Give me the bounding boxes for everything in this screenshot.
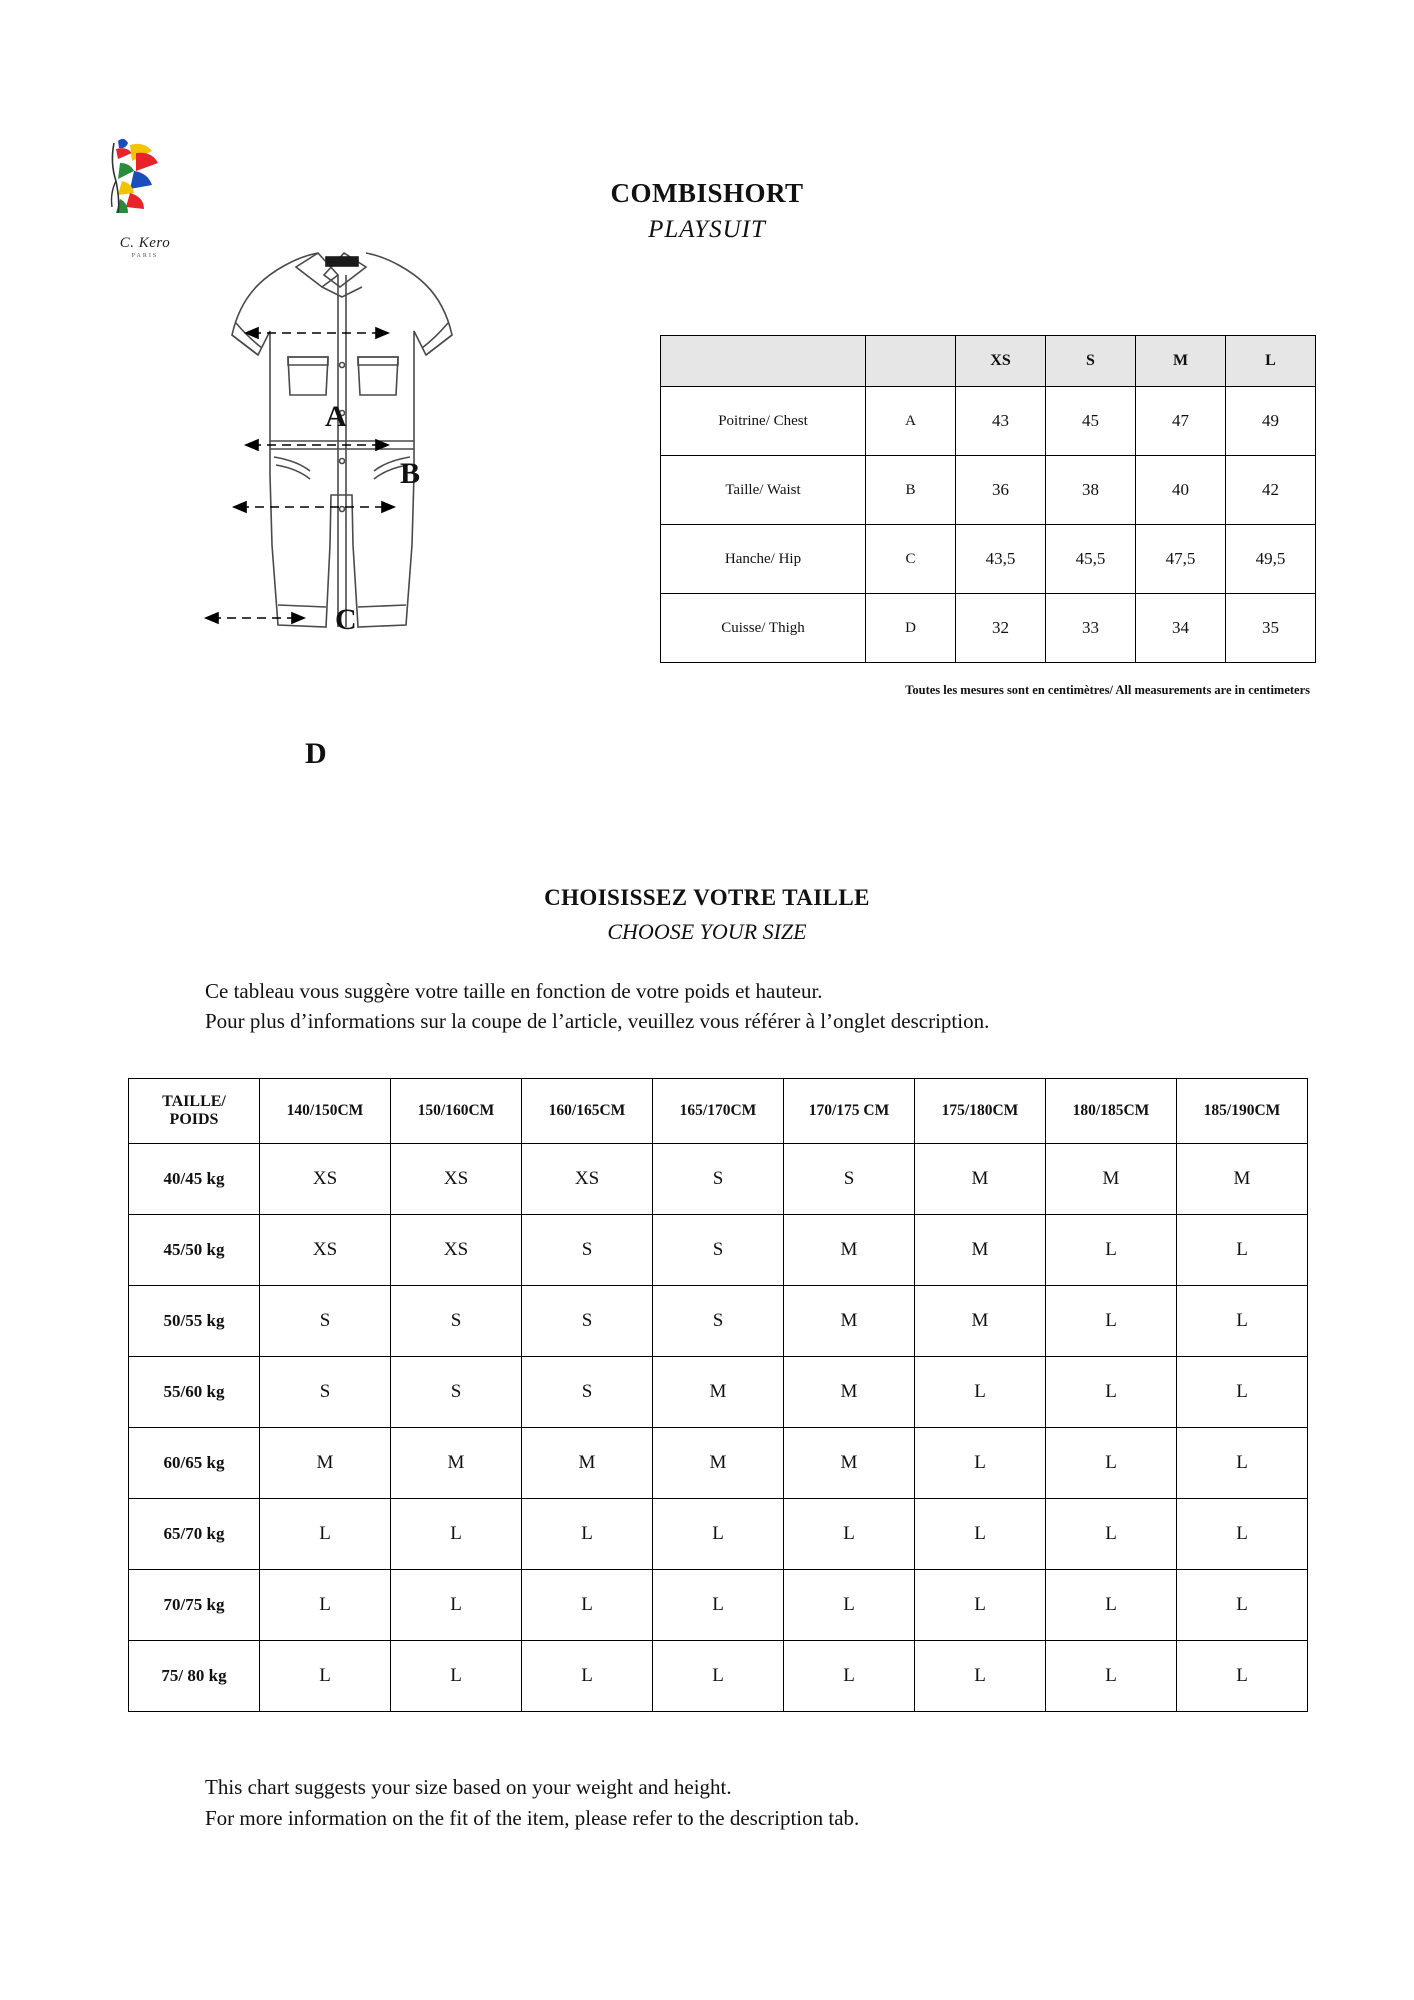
intro-line-2: Pour plus d’informations sur la coupe de l’article, veuillez vous référer à l’onglet description.: [205, 1009, 990, 1033]
size-cell: S: [260, 1286, 391, 1357]
corner-label-line-2: POIDS: [169, 1111, 219, 1128]
size-cell: L: [915, 1357, 1046, 1428]
size-chart-header-row: [129, 1079, 1308, 1144]
size-cell: L: [653, 1499, 784, 1570]
size-chart-table: [128, 1078, 1308, 1712]
size-cell: L: [1046, 1570, 1177, 1641]
size-chart-corner-label: [129, 1079, 260, 1144]
size-cell: L: [653, 1570, 784, 1641]
table-row: [129, 1286, 1308, 1357]
height-column-3: 160/165CM: [522, 1079, 653, 1144]
header-size-s: S: [1046, 336, 1136, 387]
measure-value-s: 45,5: [1046, 525, 1136, 594]
size-cell: M: [784, 1286, 915, 1357]
size-cell: L: [391, 1499, 522, 1570]
size-cell: L: [1177, 1641, 1308, 1712]
table-row: [661, 456, 1316, 525]
size-cell: M: [915, 1215, 1046, 1286]
table-row: [661, 525, 1316, 594]
size-cell: L: [391, 1570, 522, 1641]
height-column-2: 150/160CM: [391, 1079, 522, 1144]
measure-value-xs: 43: [956, 387, 1046, 456]
size-cell: L: [915, 1641, 1046, 1712]
measure-value-xs: 43,5: [956, 525, 1046, 594]
page-title-fr: COMBISHORT: [610, 178, 804, 208]
measure-value-m: 40: [1136, 456, 1226, 525]
weight-label: 40/45 kg: [129, 1144, 260, 1215]
size-cell: L: [1046, 1286, 1177, 1357]
size-cell: XS: [522, 1144, 653, 1215]
size-cell: L: [1046, 1499, 1177, 1570]
measure-name: Hanche/ Hip: [661, 525, 866, 594]
playsuit-technical-drawing: [200, 245, 530, 665]
header-blank-1: [661, 336, 866, 387]
weight-label: 55/60 kg: [129, 1357, 260, 1428]
size-cell: L: [915, 1570, 1046, 1641]
size-cell: L: [1177, 1215, 1308, 1286]
table-row: [129, 1357, 1308, 1428]
size-cell: M: [522, 1428, 653, 1499]
size-cell: L: [1177, 1570, 1308, 1641]
header-size-m: M: [1136, 336, 1226, 387]
table-row: [129, 1428, 1308, 1499]
size-cell: L: [260, 1499, 391, 1570]
size-cell: L: [260, 1641, 391, 1712]
choose-size-title-fr: CHOISISSEZ VOTRE TAILLE: [544, 885, 870, 910]
size-cell: M: [653, 1357, 784, 1428]
height-column-7: 180/185CM: [1046, 1079, 1177, 1144]
intro-line-1: Ce tableau vous suggère votre taille en fonction de votre poids et hauteur.: [205, 979, 823, 1003]
size-cell: L: [915, 1499, 1046, 1570]
garment-diagram: [200, 245, 530, 665]
weight-label: 50/55 kg: [129, 1286, 260, 1357]
brand-name: C. Kero: [119, 235, 171, 251]
size-cell: XS: [260, 1144, 391, 1215]
size-cell: S: [391, 1357, 522, 1428]
height-column-5: 170/175 CM: [784, 1079, 915, 1144]
size-cell: XS: [391, 1215, 522, 1286]
size-cell: L: [1177, 1428, 1308, 1499]
size-cell: M: [1046, 1144, 1177, 1215]
header-size-xs: XS: [956, 336, 1046, 387]
size-cell: L: [391, 1641, 522, 1712]
size-cell: L: [784, 1641, 915, 1712]
footer-line-2: For more information on the fit of the item, please refer to the description tab.: [205, 1806, 860, 1830]
size-cell: S: [653, 1144, 784, 1215]
size-cell: M: [260, 1428, 391, 1499]
measure-value-xs: 36: [956, 456, 1046, 525]
table-row: [661, 387, 1316, 456]
size-cell: S: [522, 1286, 653, 1357]
size-cell: M: [915, 1144, 1046, 1215]
measure-name: Cuisse/ Thigh: [661, 594, 866, 663]
footer-line-1: This chart suggests your size based on your weight and height.: [205, 1775, 732, 1799]
size-cell: M: [784, 1215, 915, 1286]
size-cell: M: [784, 1428, 915, 1499]
measure-code: B: [866, 456, 956, 525]
measure-code: D: [866, 594, 956, 663]
measure-value-l: 49: [1226, 387, 1316, 456]
size-cell: S: [653, 1286, 784, 1357]
size-cell: S: [391, 1286, 522, 1357]
weight-label: 45/50 kg: [129, 1215, 260, 1286]
measure-value-xs: 32: [956, 594, 1046, 663]
footer-text: [205, 1772, 1305, 1834]
size-cell: L: [522, 1570, 653, 1641]
height-column-6: 175/180CM: [915, 1079, 1046, 1144]
height-column-4: 165/170CM: [653, 1079, 784, 1144]
measure-value-m: 47: [1136, 387, 1226, 456]
size-cell: L: [784, 1570, 915, 1641]
size-cell: L: [1046, 1215, 1177, 1286]
size-cell: S: [784, 1144, 915, 1215]
size-cell: L: [784, 1499, 915, 1570]
size-cell: L: [1177, 1499, 1308, 1570]
measure-code: A: [866, 387, 956, 456]
diagram-label-b: B: [400, 457, 421, 490]
size-cell: L: [1046, 1428, 1177, 1499]
measure-value-m: 47,5: [1136, 525, 1226, 594]
table-row: [129, 1641, 1308, 1712]
measurement-units-note: Toutes les mesures sont en centimètres/ All measurements are in centimeters: [905, 683, 1310, 697]
table-row: [129, 1570, 1308, 1641]
size-cell: M: [1177, 1144, 1308, 1215]
size-cell: M: [391, 1428, 522, 1499]
size-cell: L: [915, 1428, 1046, 1499]
size-cell: L: [522, 1641, 653, 1712]
measure-name: Taille/ Waist: [661, 456, 866, 525]
table-row: [129, 1144, 1308, 1215]
brand-tagline: PARIS: [131, 253, 159, 259]
table-row: [129, 1499, 1308, 1570]
measure-value-m: 34: [1136, 594, 1226, 663]
measure-value-l: 35: [1226, 594, 1316, 663]
choose-size-title-en: CHOOSE YOUR SIZE: [607, 919, 807, 944]
size-cell: L: [1046, 1641, 1177, 1712]
measure-value-s: 33: [1046, 594, 1136, 663]
intro-text: [205, 976, 1305, 1036]
size-cell: L: [1177, 1357, 1308, 1428]
size-cell: M: [653, 1428, 784, 1499]
size-cell: L: [1046, 1357, 1177, 1428]
size-cell: S: [522, 1215, 653, 1286]
size-cell: M: [784, 1357, 915, 1428]
measurement-table-header-row: [661, 336, 1316, 387]
measure-value-s: 38: [1046, 456, 1136, 525]
header-size-l: L: [1226, 336, 1316, 387]
weight-label: 65/70 kg: [129, 1499, 260, 1570]
weight-label: 75/ 80 kg: [129, 1641, 260, 1712]
table-row: [661, 594, 1316, 663]
size-cell: L: [1177, 1286, 1308, 1357]
weight-label: 60/65 kg: [129, 1428, 260, 1499]
weight-label: 70/75 kg: [129, 1570, 260, 1641]
size-cell: XS: [260, 1215, 391, 1286]
diagram-label-c: C: [335, 603, 357, 636]
size-cell: S: [653, 1215, 784, 1286]
table-row: [129, 1215, 1308, 1286]
measure-value-l: 42: [1226, 456, 1316, 525]
size-cell: M: [915, 1286, 1046, 1357]
diagram-label-a: A: [325, 400, 347, 433]
size-cell: S: [260, 1357, 391, 1428]
measure-value-l: 49,5: [1226, 525, 1316, 594]
size-cell: L: [653, 1641, 784, 1712]
measure-value-s: 45: [1046, 387, 1136, 456]
corner-label-line-1: TAILLE/: [162, 1093, 226, 1110]
diagram-label-d: D: [305, 737, 327, 770]
height-column-8: 185/190CM: [1177, 1079, 1308, 1144]
size-cell: XS: [391, 1144, 522, 1215]
measure-code: C: [866, 525, 956, 594]
measurement-table: [660, 335, 1316, 663]
page-title-en: PLAYSUIT: [648, 216, 766, 243]
size-cell: L: [260, 1570, 391, 1641]
size-cell: S: [522, 1357, 653, 1428]
measure-name: Poitrine/ Chest: [661, 387, 866, 456]
height-column-1: 140/150CM: [260, 1079, 391, 1144]
header-blank-2: [866, 336, 956, 387]
size-cell: L: [522, 1499, 653, 1570]
